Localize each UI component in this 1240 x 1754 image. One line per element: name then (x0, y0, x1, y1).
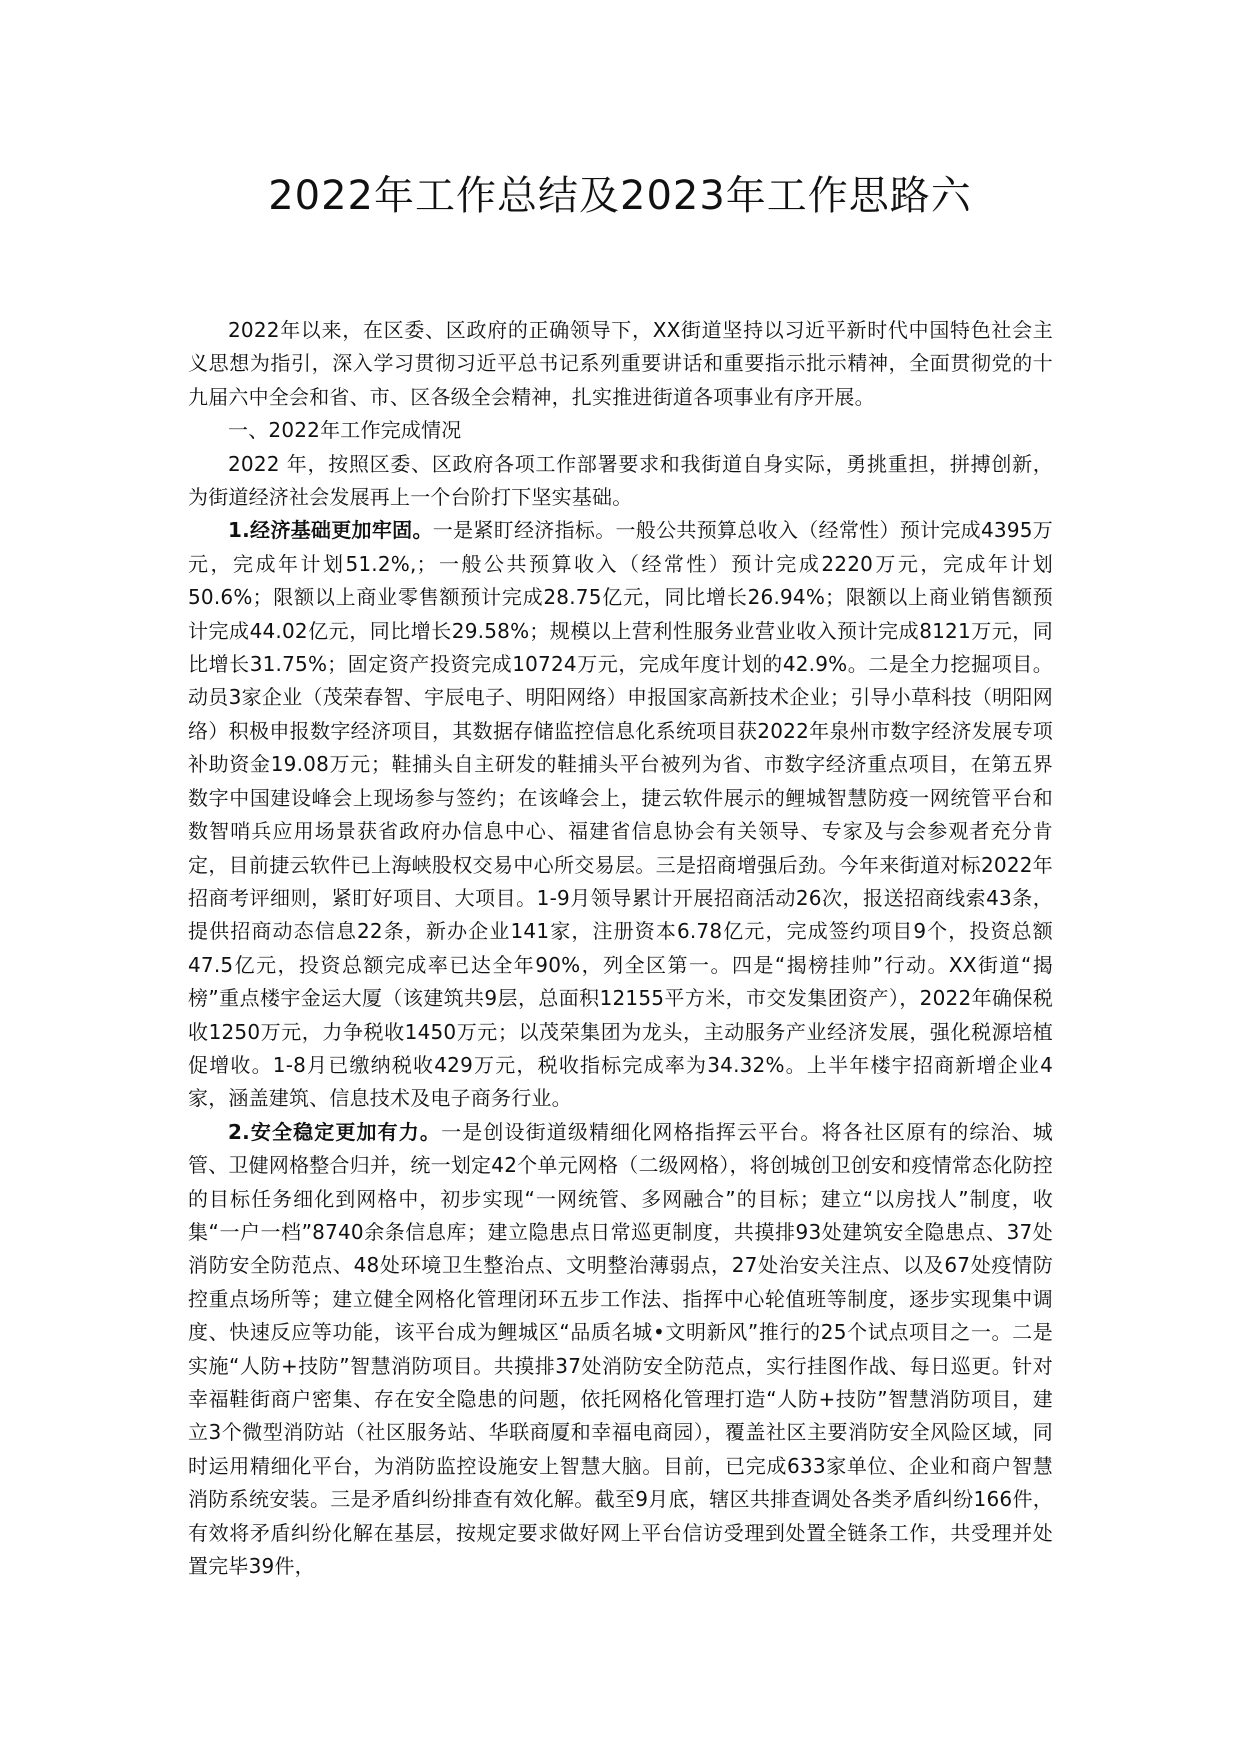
paragraph-economy-body: 一是紧盯经济指标。一般公共预算总收入（经常性）预计完成4395万元，完成年计划51.2%,；一般公共预算收入（经常性）预计完成2220万元，完成年计划50.6%；限额以上商业零售额预计完成28.75亿元，同比增长26.94%；限额以上商业销售额预计完成44.02亿元，同比增长29.58%；规模以上营利性服务业营业收入预计完成8121万元，同比增长31.75%；固定资产投资完成10724万元，完成年度计划的42.9%。二是全力挖掘项目。动员3家企业（茂荣春智、宇辰电子、明阳网络）申报国家高新技术企业；引导小草科技（明阳网络）积极申报数字经济项目，其数据存储监控信息化系统项目获2022年泉州市数字经济发展专项补助资金19.08万元；鞋捕头自主研发的鞋捕头平台被列为省、市数字经济重点项目，在第五界数字中国建设峰会上现场参与签约；在该峰会上，捷云软件展示的鲤城智慧防疫一网统管平台和数智哨兵应用场景获省政府办信息中心、福建省信息协会有关领导、专家及与会参观者充分肯定，目前捷云软件已上海峡股权交易中心所交易层。三是招商增强后劲。今年来街道对标2022年招商考评细则，紧盯好项目、大项目。1-9月领导累计开展招商活动26次，报送招商线索43条，提供招商动态信息22条，新办企业141家，注册资本6.78亿元，完成签约项目9个，投资总额47.5亿元，投资总额完成率已达全年90%，列全区第一。四是“揭榜挂帅”行动。XX街道“揭榜”重点楼宇金运大厦（该建筑共9层，总面积12155平方米，市交发集团资产），2022年确保税收1250万元，力争税收1450万元；以茂荣集团为龙头，主动服务产业经济发展，强化税源培植促增收。1-8月已缴纳税收429万元，税收指标完成率为34.32%。上半年楼宇招商新增企业4家，涵盖建筑、信息技术及电子商务行业。 (188, 518, 1053, 1111)
paragraph-economy-lead: 1.经济基础更加牢固。 (228, 518, 433, 543)
document-title: 2022年工作总结及2023年工作思路六 (268, 173, 972, 219)
document-body (188, 314, 1053, 1583)
paragraph-safety (188, 1116, 1053, 1584)
intro-paragraph: 2022年以来，在区委、区政府的正确领导下，XX街道坚持以习近平新时代中国特色社会主义思想为指引，深入学习贯彻习近平总书记系列重要讲话和重要指示批示精神，全面贯彻党的十九届六中全会和省、市、区各级全会精神，扎实推进街道各项事业有序开展。 (188, 318, 1053, 409)
section-intro-paragraph: 2022 年，按照区委、区政府各项工作部署要求和我街道自身实际，勇挑重担，拼搏创新，为街道经济社会发展再上一个台阶打下坚实基础。 (188, 451, 1053, 510)
section-heading: 一、2022年工作完成情况 (228, 418, 462, 443)
paragraph-safety-body: 一是创设街道级精细化网格指挥云平台。将各社区原有的综治、城管、卫健网格整合归并，统一划定42个单元网格（二级网格），将创城创卫创安和疫情常态化防控的目标任务细化到网格中，初步实现“一网统管、多网融合”的目标；建立“以房找人”制度，收集“一户一档”8740余条信息库；建立隐患点日常巡更制度，共摸排93处建筑安全隐患点、37处消防安全防范点、48处环境卫生整治点、文明整治薄弱点，27处治安关注点、以及67处疫情防控重点场所等；建立健全网格化管理闭环五步工作法、指挥中心轮值班等制度，逐步实现集中调度、快速反应等功能，该平台成为鲤城区“品质名城•文明新风”推行的25个试点项目之一。二是实施“人防+技防”智慧消防项目。共摸排37处消防安全防范点，实行挂图作战、每日巡更。针对幸福鞋街商户密集、存在安全隐患的问题，依托网格化管理打造“人防+技防”智慧消防项目，建立3个微型消防站（社区服务站、华联商厦和幸福电商园），覆盖社区主要消防安全风险区域，同时运用精细化平台，为消防监控设施安上智慧大脑。目前，已完成633家单位、企业和商户智慧消防系统安装。三是矛盾纠纷排查有效化解。截至9月底，辖区共排查调处各类矛盾纠纷166件，有效将矛盾纠纷化解在基层，按规定要求做好网上平台信访受理到处置全链条工作，共受理并处置完毕39件， (188, 1119, 1053, 1579)
paragraph-economy (188, 514, 1053, 1115)
paragraph-safety-lead: 2.安全稳定更加有力。 (228, 1119, 442, 1144)
